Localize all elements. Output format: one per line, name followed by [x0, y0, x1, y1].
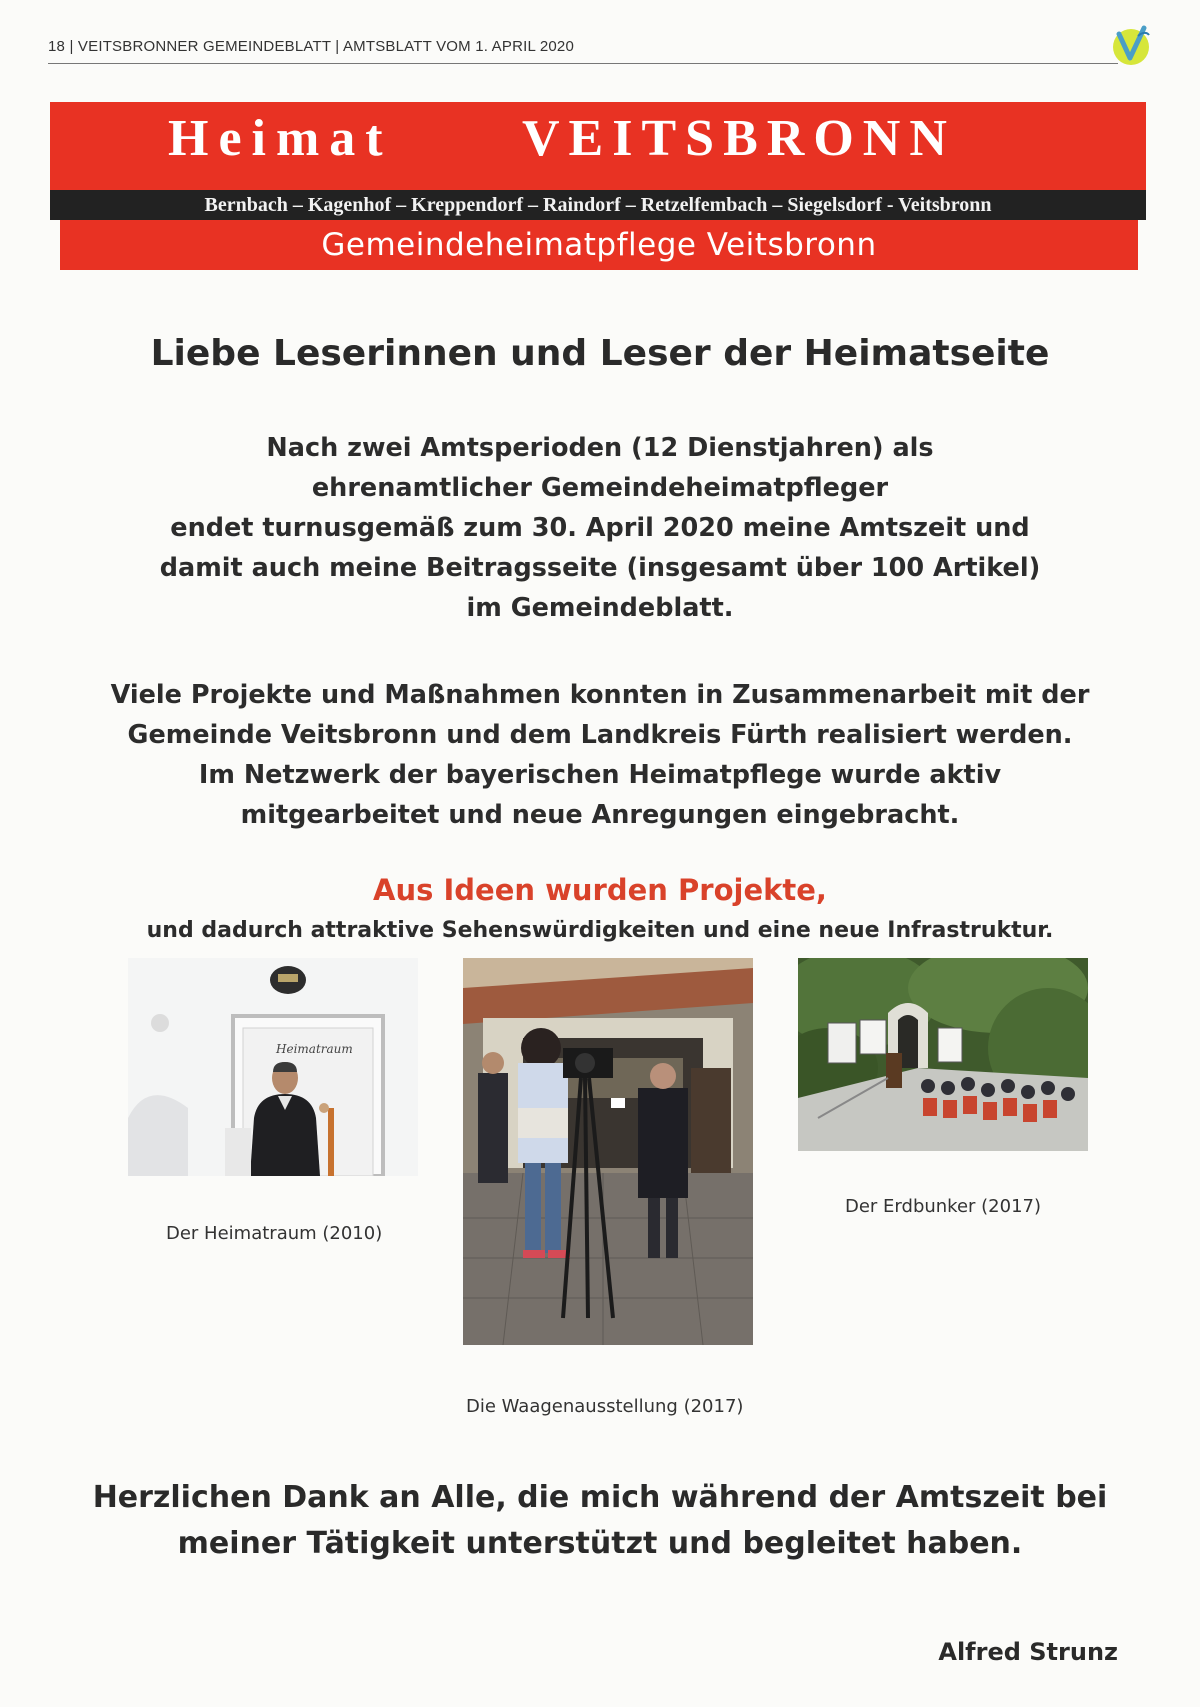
photo-heimatraum — [128, 958, 418, 1176]
thanks-line: meiner Tätigkeit unterstützt und begleitet haben. — [177, 1526, 1023, 1561]
banner-places: Bernbach – Kagenhof – Kreppendorf – Raindorf – Retzelfembach – Siegelsdorf - Veitsbronn — [204, 194, 992, 216]
header-rule — [48, 63, 1118, 64]
heimatraum-sign: Heimatraum — [276, 1042, 353, 1056]
paragraph-line: Im Netzwerk der bayerischen Heimatpflege wurde aktiv — [198, 760, 1002, 790]
paragraph-projects — [60, 675, 1140, 835]
paragraph-line: damit auch meine Beitragsseite (insgesamt über 100 Artikel) — [159, 553, 1041, 583]
highlight-subline: und dadurch attraktive Sehenswürdigkeiten und eine neue Infrastruktur. — [146, 918, 1054, 943]
paragraph-line: mitgearbeitet und neue Anregungen eingebracht. — [240, 800, 960, 830]
caption-waagenausstellung: Die Waagenausstellung (2017) — [466, 1396, 744, 1417]
banner-title-heimat: Heimat — [168, 110, 393, 167]
veitsbronn-logo-icon — [1108, 22, 1154, 68]
page-title: Liebe Leserinnen und Leser der Heimatseite — [150, 333, 1050, 374]
photo-erdbunker — [798, 958, 1088, 1151]
signature: Alfred Strunz — [938, 1638, 1118, 1666]
paragraph-line: im Gemeindeblatt. — [466, 593, 734, 623]
running-head: 18 | VEITSBRONNER GEMEINDEBLATT | AMTSBLATT VOM 1. APRIL 2020 — [48, 38, 574, 55]
thanks-message — [60, 1475, 1140, 1567]
paragraph-line: endet turnusgemäß zum 30. April 2020 meine Amtszeit und — [170, 513, 1030, 543]
paragraph-line: ehrenamtlicher Gemeindeheimatpfleger — [311, 473, 889, 503]
banner-title-veitsbronn: VEITSBRONN — [522, 110, 956, 167]
paragraph-farewell — [60, 428, 1140, 628]
paragraph-line: Nach zwei Amtsperioden (12 Dienstjahren) als — [266, 433, 934, 463]
caption-erdbunker: Der Erdbunker (2017) — [845, 1196, 1042, 1217]
paragraph-line: Viele Projekte und Maßnahmen konnten in Zusammenarbeit mit der — [110, 680, 1090, 710]
paragraph-line: Gemeinde Veitsbronn und dem Landkreis Fürth realisiert werden. — [127, 720, 1073, 750]
thanks-line: Herzlichen Dank an Alle, die mich während der Amtszeit bei — [92, 1480, 1108, 1515]
photo-waagenausstellung — [463, 958, 753, 1345]
caption-heimatraum: Der Heimatraum (2010) — [166, 1223, 383, 1244]
banner-subtitle: Gemeindeheimatpflege Veitsbronn — [321, 227, 877, 263]
highlight-heading: Aus Ideen wurden Projekte, — [373, 873, 827, 907]
